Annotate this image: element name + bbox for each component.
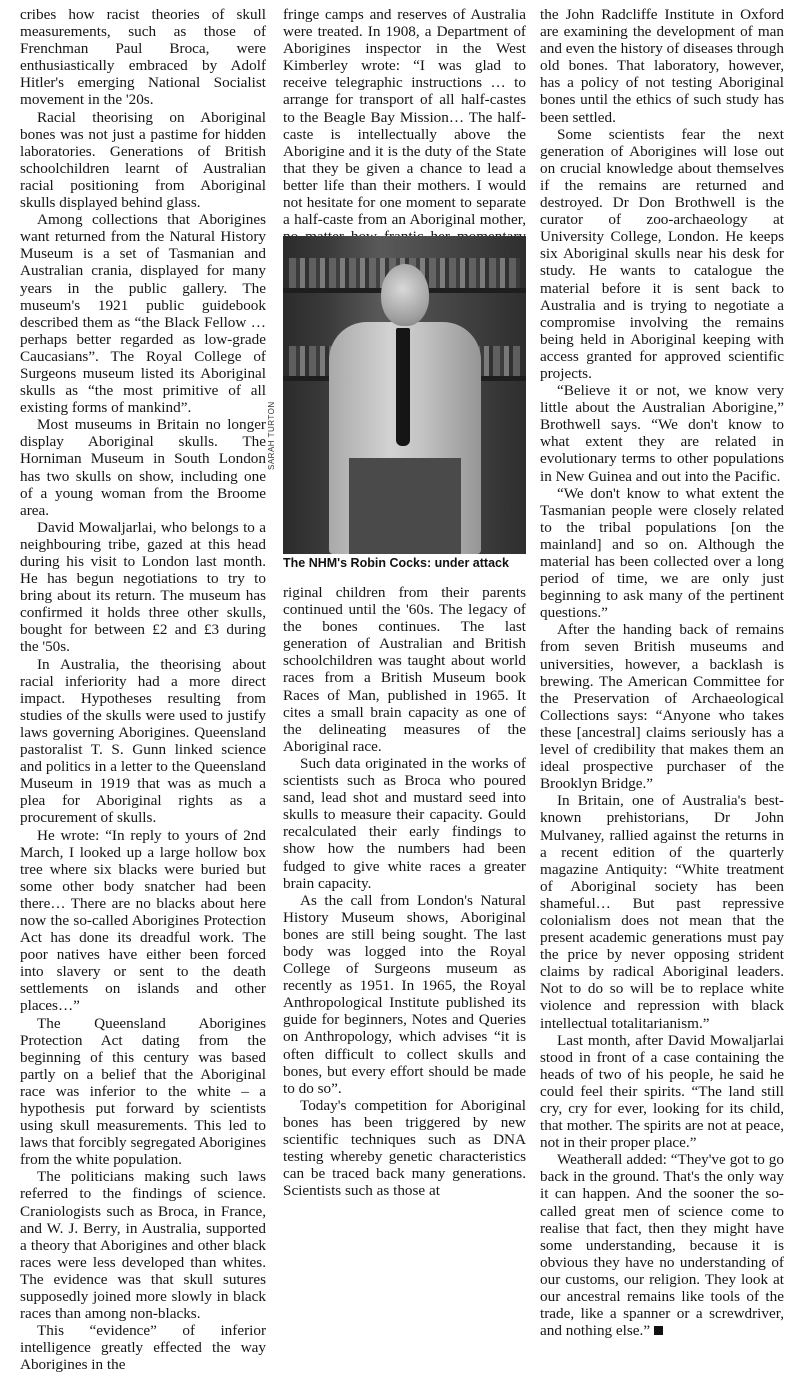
paragraph: Racial theorising on Aboriginal bones was not just a pastime for hidden laboratories. Generations of British schoolchildren learnt of Australian racial positioning from Aboriginal skulls displayed behind glass. (20, 108, 266, 212)
article-column-2-lower (283, 584, 526, 1199)
paragraph: fringe camps and reserves of Australia were treated. In 1908, a Department of Aborigines inspector in the West Kimberley wrote: “I was glad to receive telegraphic instructions … to arrange for transport of all half-castes to the Beagle Bay Mission… The half-caste is intellectually above the Aborigine and it is the duty of the State that they be given a chance to lead a better life than their mothers. I would not hesitate for one moment to separate a half-caste from an Aboriginal mother, (283, 6, 526, 229)
paragraph: the John Radcliffe Institute in Oxford are examining the development of man and even the history of diseases through old bones. That laboratory, however, has a policy of not testing Aboriginal bones until the ethics of such study has been settled. (540, 6, 784, 126)
paragraph: After the handing back of remains from seven British museums and universities, however, a backlash is brewing. The American Committee for the Preservation of Archaeological Collections says: “Anyone who takes these [ancestral] claims seriously has a level of credibility that makes them an ideal prospective purchaser of the Brooklyn Bridge.” (540, 621, 784, 793)
paragraph: He wrote: “In reply to yours of 2nd March, I looked up a large hollow box tree where six blacks were buried but some other body snatcher had been there… There are no blacks about here now the so-called Aborigines Protection Act has done its dreadful work. The poor natives have either been forced into slavery or sent to the death settlements on islands and other places…” (20, 826, 266, 1015)
portrait-photo (283, 236, 526, 554)
article-column-1 (20, 6, 266, 1374)
paragraph: Most museums in Britain no longer display Aboriginal skulls. The Horniman Museum in South London has two skulls on show, including one of a young woman from the Broome area. (20, 416, 266, 519)
paragraph: The Queensland Aborigines Protection Act dating from the beginning of this century was based partly on a belief that the Aboriginal race was inferior to the white – a hypothesis put forward by scientists using skull measurements. This led to laws that forcibly segregated Aborigines from the white population. (20, 1014, 266, 1169)
paragraph: “We don't know to what extent the Tasmanian people were closely related to the tribal populations [on the mainland] and so on. Although the material has been collected over a long period of time, we are only just beginning to ask many of the pertinent questions.” (540, 484, 784, 622)
paragraph: Today's competition for Aboriginal bones has been triggered by new scientific techniques such as DNA testing whereby genetic characteristics can be traced back many generations. Scientists such as those at (283, 1096, 526, 1200)
paragraph: In Australia, the theorising about racial inferiority had a more direct impact. Hypotheses resulting from studies of the skulls were used to justify laws governing Aborigines. Queensland pastoralist T. S. Gunn linked science and politics in a letter to the Queensland Museum in 1919 that was as much a plea for Aboriginal rights as a procurement of skulls. (20, 655, 266, 827)
paragraph: The politicians making such laws referred to the findings of science. Craniologists such as Broca, in France, and W. J. Berry, in Australia, supported a theory that Aborigines and other black races were less developed than whites. The evidence was that skull sutures supposedly joined more slowly in black races than among non-blacks. (20, 1168, 266, 1323)
closing-paragraph-text: Weatherall added: “They've got to go back in the ground. That's the only way it can happen. And the sooner the so-called great men of science come to realise that fact, then they might have some understanding, because it is obvious they have no understanding of our customs, our religion. They look at our ancestral remains like tools of the trade, like a spanner or a screwdriver, and nothing else.” (540, 1151, 784, 1340)
paragraph: “Believe it or not, we know very little about the Australian Aborigine,” Brothwell says. “We don't know to what extent they are related in evolutionary terms to other populations in New Guinea and out into the Pacific. (540, 382, 784, 485)
article-column-3 (540, 6, 784, 1339)
paragraph: riginal children from their parents continued until the '60s. The legacy of the bones continues. The last generation of Australian and British schoolchildren was taught about world races from a British Museum book Races of Man, published in 1965. It cites a small brain capacity as one of the delineating measures of the Aboriginal race. (283, 584, 526, 755)
paragraph: Among collections that Aborigines want returned from the Natural History Museum is a set of Tasmanian and Australian crania, displayed for many years in the public gallery. The museum's 1921 public guidebook described them as “the Black Fellow … perhaps better regarded as low-grade Caucasians”. The Royal College of Surgeons museum listed its Aboriginal skulls as “the most primitive of all existing forms of mankind”. (20, 211, 266, 417)
paragraph: In Britain, one of Australia's best-known prehistorians, Dr John Mulvaney, rallied against the returns in a recent edition of the quarterly magazine Antiquity: “White treatment of Aboriginal society has been shameful… But past repressive colonialism does not mean that the present academic generations must pay the price by never opposing strident claims by radical Aboriginal leaders. Not to do so will be to replace white violence and repression with black intellectual totalitarianism.” (540, 792, 784, 1032)
photo-credit: SARAH TURTON (267, 401, 276, 470)
end-of-article-mark (654, 1326, 663, 1335)
paragraph: Some scientists fear the next generation of Aborigines will lose out on crucial knowledge about themselves if the remains are returned and destroyed. Dr Don Brothwell is the curator of zoo-archaeology at University College, London. He keeps six Aboriginal skulls near his desk for study. He wants to catalogue the material before it is sent back to Australia and is trying to negotiate a compromise involving the remains being held in Aboriginal keeping with access granted for approved scientific projects. (540, 125, 784, 382)
person-head (381, 264, 429, 326)
paragraph: David Mowaljarlai, who belongs to a neighbouring tribe, gazed at this head during his visit to London last month. He has begun negotiations to try to bring about its return. The museum has confirmed it holds three other skulls, bought for between £2 and £3 during the '50s. (20, 518, 266, 656)
paragraph: Such data originated in the works of scientists such as Broca who poured sand, lead shot and mustard seed into skulls to measure their capacity. Gould recalculated their early findings to show how the numbers had been fudged to give white races a greater brain capacity. (283, 754, 526, 892)
paragraph: As the call from London's Natural History Museum shows, Aboriginal bones are still being sought. The last body was logged into the Royal College of Surgeons museum as recently as 1951. In 1965, the Royal Anthropological Institute published its guide for beginners, Notes and Queries on Anthropology, which advises “it is often difficult to collect skulls and bones, but every effort should be made to do so”. (283, 891, 526, 1097)
paragraph: cribes how racist theories of skull measurements, such as those of Frenchman Paul Broca, were enthusiastically embraced by Adolf Hitler's emerging National Socialist movement in the '20s. (20, 6, 266, 109)
paragraph (540, 1151, 784, 1339)
photo-caption: The NHM's Robin Cocks: under attack (283, 556, 509, 570)
paragraph: Last month, after David Mowaljarlai stood in front of a case containing the heads of two of his people, he said he could feel their spirits. “The land still cry, cry for ever, looking for its child, that mother. The spirits are not at peace, not in their proper place.” (540, 1031, 784, 1152)
paragraph: This “evidence” of inferior intelligence greatly effected the way Aborigines in the (20, 1322, 266, 1374)
